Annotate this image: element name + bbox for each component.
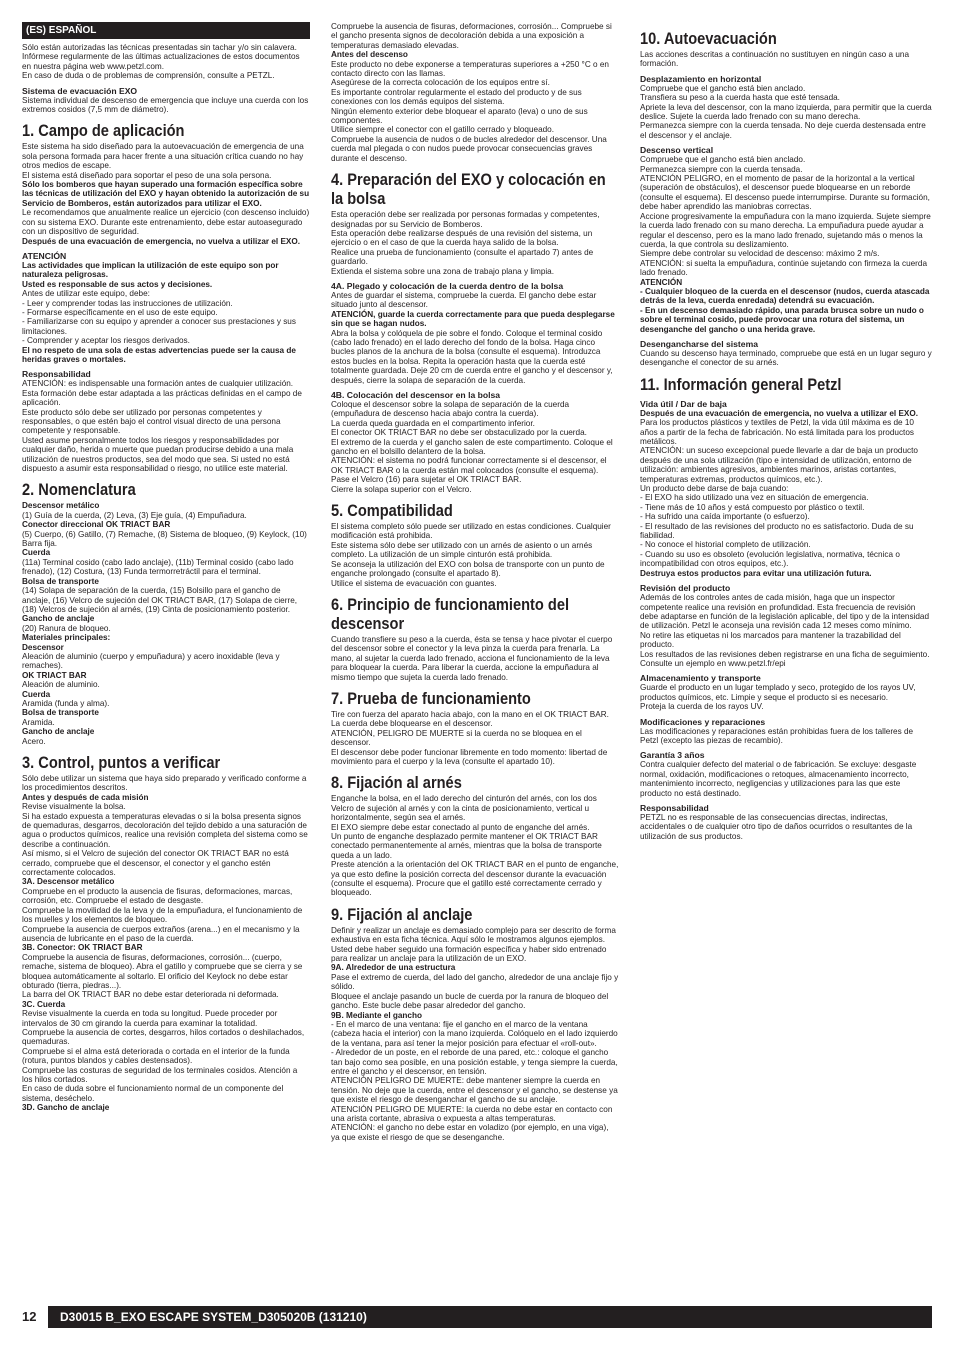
section-heading: 11. Información general Petzl [640,374,842,394]
section-heading: 9. Fijación al anclaje [331,904,473,924]
paragraph: Aramida. [22,717,55,727]
section-heading: 10. Autoevacuación [640,29,777,48]
subheading: Garantía 3 años [640,750,705,761]
bold-paragraph: - Cualquier bloqueo de la cuerda en el descensor (nudos, cuerda atascada detrás de la leva, cuerda enredada) detendrá su evacuación. - En un descenso demasiado rápido, una parada brusca sobre un nudo o sobre el terminal cosido, puede provocar una rotura del sistema, un desenganche del gancho o una herida grave. [640,286,930,334]
subheading: Sistema de evacuación EXO [22,85,138,96]
label-heading: 9A. Alrededor de una estructura [331,963,456,973]
bold-paragraph: El no respeto de una sola de estas advertencias puede ser la causa de heridas graves o mortales. [22,345,296,364]
section-heading: 7. Prueba de funcionamiento [331,688,531,708]
paragraph: Las acciones descritas a continuación no sustituyen en ningún caso a una formación. [640,50,910,69]
column-1-blocks [22,43,310,1113]
paragraph: Aleación de aluminio. [22,680,100,690]
bold-paragraph: ATENCIÓN, guarde la cuerda correctamente para que pueda desplegarse sin que se hagan nudos. [331,309,615,329]
label-heading: Bolsa de transporte [22,708,99,718]
paragraph: Compruebe que el gancho está bien anclado. Permanezca siempre con la cuerda tensada. ATENCIÓN PELIGRO, en el momento de pasar de la horizontal a la vertical (superación de obstáculos), el descensor puede bloquearse en un reborde (consulte el esquema). El descenso puede interrumpirse. Durante su formación, debe haber aprendido las maniobras correctas. Accione progresivamente la empuñadura con la mano izquierda. Sujete siempre la cuerda lado frenado con su mano derecha. La empuñadura puede ayudar a regular el descenso, pero es la mano lado frenado, sujetando más o menos la cuerda, la que controla su deslizamiento. Siempre debe controlar su velocidad de descenso: máximo 2 m/s. ATENCIÓN: si suelta la empuñadura, continúe sujetando con firmeza la cuerda lado frenado. [640,155,931,278]
label-heading: Conector direccional OK TRIACT BAR [22,520,171,530]
section-heading: 4. Preparación del EXO y colocación en la bolsa [331,170,606,209]
section-heading: 2. Nomenclatura [22,480,136,500]
paragraph: Pase el extremo de cuerda, del lado del gancho, alrededor de una anclaje fijo y sólido. Bloquee el anclaje pasando un bucle de cuerda por la ranura de bloqueo del gancho. Este bucle debe pasar alrededor del gancho. [331,972,619,1011]
paragraph: Abra la bolsa y colóquela de pie sobre el fondo. Coloque el terminal cosido (cabo lado frenado) en el lado derecho del fondo de la bolsa. Haga cinco bucles planos de la anchura de la bolsa (consulte el esquema). Introduzca estos bucles en la bolsa. Repita la operación hasta que la cuerda esté totalmente guardada. Deje 20 cm de cuerda entre el gancho y el descensor y, después, cierre la solapa de separación de la cuerda. [331,328,613,385]
document-code-bar: D30015 B_EXO ESCAPE SYSTEM_D305020B (131210) [48,1306,932,1328]
subheading: Descenso vertical [640,145,714,156]
subheading: Responsabilidad [22,369,91,380]
label-heading: Cuerda [22,689,51,699]
paragraph: Sistema individual de descenso de emergencia que incluye una cuerda con los extremos cosidos (7,5 mm de diámetro). [22,95,309,115]
paragraph: Le recomendamos que anualmente realice un ejercicio (con descenso incluido) con su sistema EXO. Durante este entrenamiento, debe estar autoasegurado con un dispositivo de seguridad. [22,208,310,237]
subheading: Desplazamiento en horizontal [640,73,762,84]
paragraph: Revise visualmente la cuerda en toda su longitud. Puede proceder por intervalos de 30 cm girando la cuerda para examinar la totalidad. Compruebe la ausencia de cortes, desgarros, hilos cortados o deshilachados, quemaduras. Compruebe si el alma está deteriorada o cortada en el interior de la funda (rotura, puntos blandos y cables destensados). Compruebe las costuras de seguridad de los terminales cosidos. Atención a los hilos cortados. En caso de duda sobre el funcionamiento normal de un componente del sistema, deséchelo. [22,1009,305,1103]
paragraph: (5) Cuerpo, (6) Gatillo, (7) Remache, (8) Sistema de bloqueo, (9) Keylock, (10) Barra fija. [22,529,307,549]
language-header: (ES) ESPAÑOL [22,22,310,39]
subheading: 4B. Colocación del descensor en la bolsa [331,390,501,400]
section-heading: 3. Control, puntos a verificar [22,753,221,772]
paragraph: Cuando su descenso haya terminado, compruebe que está en un lugar seguro y desenganche el conector de su arnés. [640,348,932,368]
bold-paragraph: Después de una evacuación de emergencia, no vuelva a utilizar el EXO. [640,408,919,418]
subheading: 4A. Plegado y colocación de la cuerda dentro de la bolsa [331,280,564,291]
paragraph: Enganche la bolsa, en el lado derecho del cinturón del arnés, con los dos Velcro de sujeción al arnés y con la cinta de posicionamiento, vertical u horizontalmente, según sea el arnés. El EXO siempre debe estar conectado al punto de enganche del arnés. Un punto de enganche desplazado permite mantener el OK TRIACT BAR conectado permanentemente al arnés, mientras que la bolsa de transporte queda a un lado. Preste atención a la orientación del OK TRIACT BAR en el punto de enganche, ya que esto define la posición correcta del descensor durante la evacuación (consulte el esquema). Procure que el gatillo esté correctamente cerrado y bloqueado. [331,794,619,898]
paragraph: (14) Solapa de separación de la cuerda, (15) Bolsillo para el gancho de anclaje, (16) Velcro de sujeción del OK TRIACT BAR, (17) Solapa de cierre, (18) Velcros de sujeción al arnés, (19) Cinta de posicionamiento posterior. [22,586,298,614]
paragraph: Este sistema ha sido diseñado para la autoevacuación de emergencia de una sola persona formada para hacer frente a una situación crítica cuando no hay otros medios de escape. El sistema está diseñado para soportar el peso de una sola persona. [22,142,304,180]
bold-paragraph: Destruya estos productos para evitar una utilización futura. [640,568,872,578]
label-heading: Bolsa de transporte [22,576,99,586]
paragraph: Este producto no debe exponerse a temperaturas superiores a +250 °C o en contacto directo con las llamas. Asegúrese de la correcta colocación de los equipos entre sí. Es importante controlar regularmente el estado del producto y de sus conexiones con los demás equipos del sistema. Ningún elemento exterior debe bloquear el aparato (leva) o uno de sus componentes. Utilice siempre el conector con el gatillo cerrado y bloqueado. Compruebe la ausencia de nudos o de bucles alrededor del descensor. Una cuerda mal plegada o con nudos puede provocar consecuencias graves durante el descenso. [331,59,609,163]
label-heading: Descensor metálico [22,501,100,511]
paragraph: Sólo debe utilizar un sistema que haya sido preparado y verificado conforme a los procedimientos descritos. [22,774,307,793]
paragraph: Esta operación debe ser realizada por personas formadas y competentes, designadas por su Servicio de Bomberos. Esta operación debe realizarse después de una revisión del sistema, un ejercicio o en el caso de que la cuerda haya salido de la bolsa. Realice una prueba de funcionamiento (consulte el apartado 7) antes de guardarlo. Extienda el sistema sobre una zona de trabajo plana y limpia. [331,210,600,276]
label-heading: Materiales principales: [22,633,111,643]
label-heading: Descensor [22,642,64,652]
column-1 [22,22,310,1113]
label-heading: 3B. Conector: OK TRIACT BAR [22,943,143,953]
subheading: Responsabilidad [640,803,709,813]
paragraph: PETZL no es responsable de las consecuencias directas, indirectas, accidentales o de cualquier otro tipo de daños ocurridos o resultantes de la utilización de sus productos. [640,813,913,841]
page-number: 12 [22,1309,37,1324]
label-heading: 3D. Gancho de anclaje [22,1103,110,1113]
paragraph: Para los productos plásticos y textiles de Petzl, la vida útil máxima es de 10 años a partir de la fecha de fabricación. No está limitada para los productos metálicos. ATENCIÓN: un suceso excepcional puede llevarle a dar de baja un producto después de una sola utilización (tipo e intensidad de utilización, entorno de utilización: ambientes agresivos, ambientes marinos, aristas cortantes, temperaturas extremas, productos químicos, etc.). Un producto debe darse de baja cuando: - El EXO ha sido utilizado una vez en situación de emergencia. - Tiene más de 10 años y está compuesto por plástico o textil. - Ha sufrido una caída importante (o esfuerzo). - El resultado de las revisiones del producto no es satisfactorio. Duda de su fiabilidad. - No conoce el historial completo de utilización. - Cuando su uso es obsoleto (evolución legislativa, normativa, técnica o incompatibilidad con otros equipos, etc.). [640,418,918,569]
section-heading: 8. Fijación al arnés [331,773,462,793]
label-heading: OK TRIACT BAR [22,670,87,680]
paragraph: Antes de utilizar este equipo, debe: - Leer y comprender todas las instrucciones de utilización. - Formarse específicamente en el uso de este equipo. - Familiarizarse con su equipo y aprender a conocer sus prestaciones y sus limitaciones. - Comprender y aceptar los riesgos derivados. [22,289,296,346]
section-heading: 6. Principio de funcionamiento del descensor [331,594,570,633]
paragraph: Tire con fuerza del aparato hacia abajo, con la mano en el OK TRIACT BAR. La cuerda debe bloquearse en el descensor. ATENCIÓN, PELIGRO DE MUERTE si la cuerda no se bloquea en el descensor. El descensor debe poder funcionar libremente en todo momento: libertad de movimiento para el cuerpo y la leva (consulte el apartado 10). [331,709,609,766]
page-footer [22,1306,932,1328]
subheading: Modificaciones y reparaciones [640,716,766,727]
column-3-blocks [640,29,932,841]
label-heading: Gancho de anclaje [22,614,95,624]
label-heading: 3C. Cuerda [22,999,66,1009]
column-2 [331,22,619,1142]
paragraph: (20) Ranura de bloqueo. [22,623,111,633]
subheading: Almacenamiento y transporte [640,673,761,684]
paragraph: Acero. [22,736,46,746]
paragraph: Coloque el descensor sobre la solapa de separación de la cuerda (empuñadura de descenso hacia abajo contra la cuerda). La cuerda queda guardada en el compartimento inferior. El conector OK TRIACT BAR no debe ser obstaculizado por la cuerda. El extremo de la cuerda y el gancho salen de este compartimento. Coloque el gancho en el bolsillo delantero de la bolsa. ATENCIÓN: el sistema no podrá funcionar correctamente si el descensor, el OK TRIACT BAR o la cuerda están mal colocados (consulte el esquema). Pase el Velcro (16) para sujetar el OK TRIACT BAR. Cierre la solapa superior con el Velcro. [331,400,613,494]
subheading: Revisión del producto [640,583,731,594]
paragraph: Aramida (funda y alma). [22,698,110,708]
paragraph: Compruebe en el producto la ausencia de fisuras, deformaciones, marcas, corrosión, etc. Compruebe el estado de desgaste. Compruebe la movilidad de la leva y de la empuñadura, el funcionamiento de los muelles y los elementos de bloqueo. Compruebe la ausencia de cuerpos extraños (arena...) en el mecanismo y la ausencia de lubricante en el paso de la cuerda. [22,886,303,943]
paragraph: Cuando transfiere su peso a la cuerda, ésta se tensa y hace pivotar el cuerpo del descensor sobre el conector y la leva pinza la cuerda para frenarla. La mano, al sujetar la cuerda lado frenado, acciona el funcionamiento de la leva para bloquear la cuerda. Para liberar la cuerda, accione la empuñadura al mismo tiempo que sujeta la cuerda lado frenado. [331,634,613,682]
section-heading: 1. Campo de aplicación [22,121,185,141]
label-heading: Gancho de anclaje [22,727,95,737]
paragraph: (11a) Terminal cosido (cabo lado anclaje), (11b) Terminal cosido (cabo lado frenado), (12) Costura, (13) Funda termorretráctil para el terminal. [22,557,294,577]
paragraph: Antes de guardar el sistema, compruebe la cuerda. El gancho debe estar situado junto al descensor. [331,290,597,310]
subheading: Desengancharse del sistema [640,338,758,349]
section-heading: 5. Compatibilidad [331,501,453,521]
paragraph: ATENCIÓN: es indispensable una formación antes de cualquier utilización. Esta formación debe estar adaptada a las prácticas definidas en el campo de aplicación. Este producto sólo debe ser utilizado por personas competentes y responsables, o que estén bajo el control visual directo de una persona competente y responsable. Usted asume personalmente todos los riesgos y responsabilidades por cualquier daño, herida o muerte que puedan producirse debido a una mala utilización de nuestros productos, sea del modo que sea. Si usted no está dispuesto a asumir esta responsabilidad o riesgo, no utilice este material. [22,379,302,474]
paragraph: Sólo están autorizadas las técnicas presentadas sin tachar y/o sin calavera. Infórmese regularmente de las últimas actualizaciones de estos documentos en nuestra página web www.petzl.com. En caso de duda o de problemas de comprensión, consulte a PETZL. [22,43,300,81]
paragraph: Compruebe la ausencia de fisuras, deformaciones, corrosión... (cuerpo, remache, sistema de bloqueo). Abra el gatillo y compruebe que se cierra y se bloquea automáticamente al soltarlo. El orificio del Keylock no debe estar obturado (tierra, piedras...). La barra del OK TRIACT BAR no debe estar deteriorada ni deformada. [22,952,303,1000]
column-3 [640,22,932,841]
paragraph: (1) Guía de la cuerda, (2) Leva, (3) Eje guía, (4) Empuñadura. [22,510,247,520]
label-heading: 3A. Descensor metálico [22,877,115,887]
paragraph: Las modificaciones y reparaciones están prohibidas fuera de los talleres de Petzl (excepto las piezas de recambio). [640,726,914,745]
label-heading: 9B. Mediante el gancho [331,1010,422,1020]
paragraph: El sistema completo sólo puede ser utilizado en estas condiciones. Cualquier modificación está prohibida. Este sistema sólo debe ser utilizado con un arnés de asiento o un arnés completo. La utilización de un simple cinturón está prohibida. Se aconseja la utilización del EXO con bolsa de transporte con un punto de enganche prolongado (consulte el apartado 8). Utilice el sistema de evacuación con guantes. [331,522,611,588]
paragraph: Contra cualquier defecto del material o de fabricación. Se excluye: desgaste normal, oxidación, modificaciones o retoques, almacenamiento incorrecto, mantenimiento incorrecto, negligencias y utilizaciones para las que este producto no está destinado. [640,760,917,798]
subheading: Vida útil / Dar de baja [640,398,727,409]
paragraph: Además de los controles antes de cada misión, haga que un inspector competente realice una revisión en profundidad. Esta frecuencia de revisión debe adaptarse en función de la legislación aplicable, del tipo y de la intensidad de utilización. Petzl le aconseja una revisión cada 12 meses como mínimo. No retire las etiquetas ni los marcados para mantener la trazabilidad del producto. Los resultados de las revisiones deben registrarse en una ficha de seguimiento. Consulte un ejemplo en www.petzl.fr/epi [640,593,930,668]
bold-paragraph: Las actividades que implican la utilización de este equipo son por naturaleza peligrosas. Usted es responsable de sus actos y decisiones. [22,260,279,289]
paragraph: Compruebe que el gancho está bien anclado. Transfiera su peso a la cuerda hasta que esté tensada. Apriete la leva del descensor, con la mano izquierda, para permitir que la cuerda deslice. Sujete la cuerda lado frenado con su mano derecha. Permanezca siempre con la cuerda tensada. No deje cuerda destensada entre el descensor y el anclaje. [640,83,932,140]
paragraph: Guarde el producto en un lugar templado y seco, protegido de los rayos UV, productos químicos, etc. Limpie y seque el producto si es necesario. Proteja la cuerda de los rayos UV. [640,683,916,712]
label-heading: Antes del descenso [331,50,408,60]
bold-paragraph: Después de una evacuación de emergencia, no vuelva a utilizar el EXO. [22,236,301,246]
column-2-blocks [331,22,619,1142]
paragraph: Definir y realizar un anclaje es demasiado complejo para ser descrito de forma exhaustiva en esta ficha técnica. Aquí sólo le mostramos algunos ejemplos. Usted debe haber seguido una formación específica y haber sido entrenado para realizar un anclaje para la utilización de un EXO. [331,925,616,964]
subheading: ATENCIÓN [22,250,67,261]
bold-paragraph: Sólo los bomberos que hayan superado una formación específica sobre las técnicas de utilización del EXO y hayan obtenido la autorización de su Servicio de Bomberos, están autorizados para utilizar el EXO. [22,180,310,208]
paragraph: Compruebe la ausencia de fisuras, deformaciones, corrosión... Compruebe si el gancho presenta signos de decoloración debida a una exposición a temperaturas demasiado elevadas. [331,22,612,50]
paragraph: - En el marco de una ventana: fije el gancho en el marco de la ventana (cabeza hacia el interior) con la mano izquierda. Colóquelo en el lado izquierdo de la ventana, para así tener la mejor posición para efectuar el «roll-out». - Alrededor de un poste, en el reborde de una pared, etc.: coloque el gancho tan bajo como sea posible, en una posición estable, y tenga siempre la cuerda, entre el gancho y el descensor, en tensión. ATENCIÓN PELIGRO DE MUERTE: debe mantener siempre la cuerda en tensión. No deje que la cuerda, entre el descensor y el gancho, se destense ya que existe el riesgo de desenganchar el gancho de su anclaje. ATENCIÓN PELIGRO DE MUERTE: la cuerda no debe estar en contacto con una arista cortante, abrasiva o expuesta a altas temperaturas. ATENCIÓN: el gancho no debe estar en voladizo (por ejemplo, en una viga), ya que existe el riesgo de que se desenganche. [331,1019,618,1142]
label-heading: Antes y después de cada misión [22,792,149,802]
label-heading: ATENCIÓN [640,277,683,287]
paragraph: Revise visualmente la bolsa. Si ha estado expuesta a temperaturas elevadas o si la bolsa presenta signos de quemaduras, desgarros, decoloración del tejido debido a una saturación de agua o productos químicos, realice una revisión completa del sistema como se describe a continuación. Así mismo, si el Velcro de sujeción del conector OK TRIACT BAR no está cerrado, compruebe que el descensor, el conector y el gancho estén correctamente colocados. [22,802,308,878]
paragraph: Aleación de aluminio (cuerpo y empuñadura) y acero inoxidable (leva y remaches). [22,651,280,671]
label-heading: Cuerda [22,548,51,558]
